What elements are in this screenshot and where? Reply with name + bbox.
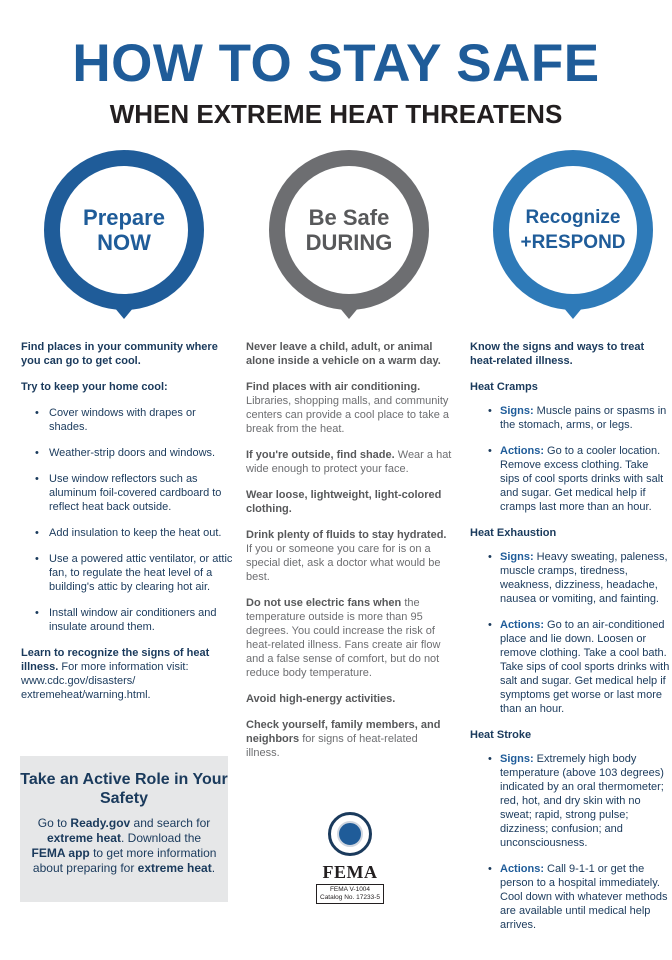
fema-catalog: Catalog No. 17233-5 — [320, 894, 380, 901]
during-line2: DURING — [305, 230, 393, 255]
respond-line1: Recognize — [525, 207, 621, 228]
keep-home-cool-heading: Try to keep your home cool: — [21, 381, 168, 393]
list-item — [490, 404, 670, 432]
cramps-actions: Go to a cooler location. Remove excess clothing. Take sips of cool sports drinks with salt and sugar. Get medical help if cramps last more than an hour. — [500, 445, 664, 513]
page-title: HOW TO STAY SAFE — [72, 34, 600, 93]
exhaustion-signs: Heavy sweating, paleness, muscle cramps, tiredness, weakness, dizziness, headache, nausea or vomiting, and fainting. — [500, 551, 668, 605]
activity-heading: Avoid high-energy activities. — [246, 693, 396, 705]
active-text: to get more information about preparing for — [32, 846, 217, 875]
learn-signs-bold: Learn to recognize the signs of heat illness. — [21, 647, 210, 673]
respond-column — [470, 340, 670, 944]
list-item: • Cover windows with drapes or shades. — [39, 406, 233, 434]
check-heading: Check yourself, family members, and neighbors — [246, 719, 441, 745]
list-item — [490, 444, 670, 514]
ac-text: Libraries, shopping malls, and community centers can provide a cool place to take a break from the heat. — [246, 395, 450, 435]
list-item — [490, 862, 670, 932]
prepare-intro: Find places in your community where you can go to get cool. — [21, 341, 218, 367]
ac-heading: Find places with air conditioning. — [246, 381, 421, 393]
active-text: . — [211, 861, 216, 875]
heat-cramps-list — [490, 404, 670, 514]
active-text: . Download the — [120, 831, 202, 845]
clothing-heading: Wear loose, lightweight, light-colored clothing. — [246, 489, 442, 515]
page-subtitle: WHEN EXTREME HEAT THREATENS — [109, 99, 563, 129]
hydrate-heading: Drink plenty of fluids to stay hydrated. — [246, 529, 447, 541]
heat-cramps-heading: Heat Cramps — [470, 381, 538, 393]
vehicle-warning: Never leave a child, adult, or animal alone inside a vehicle on a warm day. — [246, 341, 441, 367]
during-line1: Be Safe — [308, 205, 390, 230]
ready-gov-link[interactable]: Ready.gov — [70, 816, 131, 830]
fema-app-keyword: FEMA app — [31, 846, 90, 860]
exhaustion-actions: Go to an air-conditioned place and lie down. Loosen or remove clothing. Take a cool bath. Take sips of cool sports drinks with salt and sugar. Get medical help if symptoms get worse or last more than an hour. — [500, 619, 670, 715]
prepare-column — [21, 340, 233, 714]
stroke-signs: Extremely high body temperature (above 103 degrees) indicated by an oral thermometer; red, hot, and dry skin with no sweat; rapid, strong pulse; dizziness; confusion; and unconsciousness. — [500, 753, 664, 849]
prepare-pointer-icon — [114, 307, 134, 319]
hydrate-text: If you or someone you care for is on a special diet, ask a doctor what would be best. — [246, 543, 441, 583]
respond-line2: +RESPOND — [520, 232, 626, 253]
heat-stroke-list — [490, 752, 670, 932]
active-text: and search for — [130, 816, 211, 830]
list-item — [490, 618, 670, 716]
actions-label: Actions: — [500, 863, 544, 875]
prepare-line2: NOW — [97, 230, 151, 255]
list-item: • Weather-strip doors and windows. — [39, 446, 233, 460]
heat-exhaustion-heading: Heat Exhaustion — [470, 527, 557, 539]
fema-wordmark: FEMA — [322, 862, 378, 882]
prepare-now-badge — [44, 150, 204, 325]
respond-circle — [493, 150, 653, 310]
fema-logo — [316, 812, 384, 904]
active-role-title: Take an Active Role in Your Safety — [20, 771, 228, 807]
signs-label: Signs: — [500, 753, 534, 765]
active-text: Go to — [37, 816, 71, 830]
dhs-seal-icon — [328, 812, 372, 856]
active-role-body — [20, 816, 228, 876]
list-item: • Use window reflectors such as aluminum foil-covered cardboard to reflect heat back outside. — [39, 472, 233, 514]
heat-stroke-heading: Heat Stroke — [470, 729, 532, 741]
respond-intro: Know the signs and ways to treat heat-related illness. — [470, 341, 645, 367]
heat-exhaustion-list — [490, 550, 670, 716]
during-column — [246, 340, 454, 772]
list-item: • Install window air conditioners and insulate around them. — [39, 606, 233, 634]
home-cool-list — [39, 406, 233, 634]
list-item — [490, 752, 670, 850]
prepare-circle — [44, 150, 204, 310]
signs-label: Signs: — [500, 405, 534, 417]
respond-pointer-icon — [563, 307, 583, 319]
learn-signs-paragraph — [21, 646, 233, 702]
shade-heading: If you're outside, find shade. — [246, 449, 395, 461]
extreme-heat-keyword: extreme heat — [46, 831, 121, 845]
fema-code: FEMA V-1004 — [329, 886, 371, 893]
signs-label: Signs: — [500, 551, 534, 563]
prepare-line1: Prepare — [83, 205, 165, 230]
during-pointer-icon — [339, 307, 359, 319]
actions-label: Actions: — [500, 619, 544, 631]
fema-catalog-box — [316, 884, 384, 904]
shade-text: Wear a hat wide enough to protect your face. — [246, 449, 452, 475]
list-item: • Add insulation to keep the heat out. — [39, 526, 233, 540]
cramps-signs: Muscle pains or spasms in the stomach, arms, or legs. — [500, 405, 667, 431]
fans-heading: Do not use electric fans when — [246, 597, 402, 609]
list-item: • Use a powered attic ventilator, or attic fan, to regulate the heat level of a building's attic by clearing hot air. — [39, 552, 233, 594]
check-text: for signs of heat-related illness. — [246, 733, 418, 759]
extreme-heat-keyword: extreme heat — [137, 861, 212, 875]
active-role-box — [20, 756, 228, 902]
recognize-respond-badge — [493, 150, 653, 325]
be-safe-during-badge — [269, 150, 429, 325]
learn-signs-text: For more information visit: www.cdc.gov/disasters/ extremeheat/warning.html. — [21, 661, 189, 701]
fans-text: the temperature outside is more than 95 degrees. You could increase the risk of heat-related illness. Fans create air flow and a false sense of comfort, but do not reduce body temperature. — [246, 597, 441, 679]
actions-label: Actions: — [500, 445, 544, 457]
during-circle — [269, 150, 429, 310]
stroke-actions: Call 9-1-1 or get the person to a hospital immediately. Cool down with whatever methods are available until medical help arrives. — [500, 863, 668, 931]
list-item — [490, 550, 670, 606]
